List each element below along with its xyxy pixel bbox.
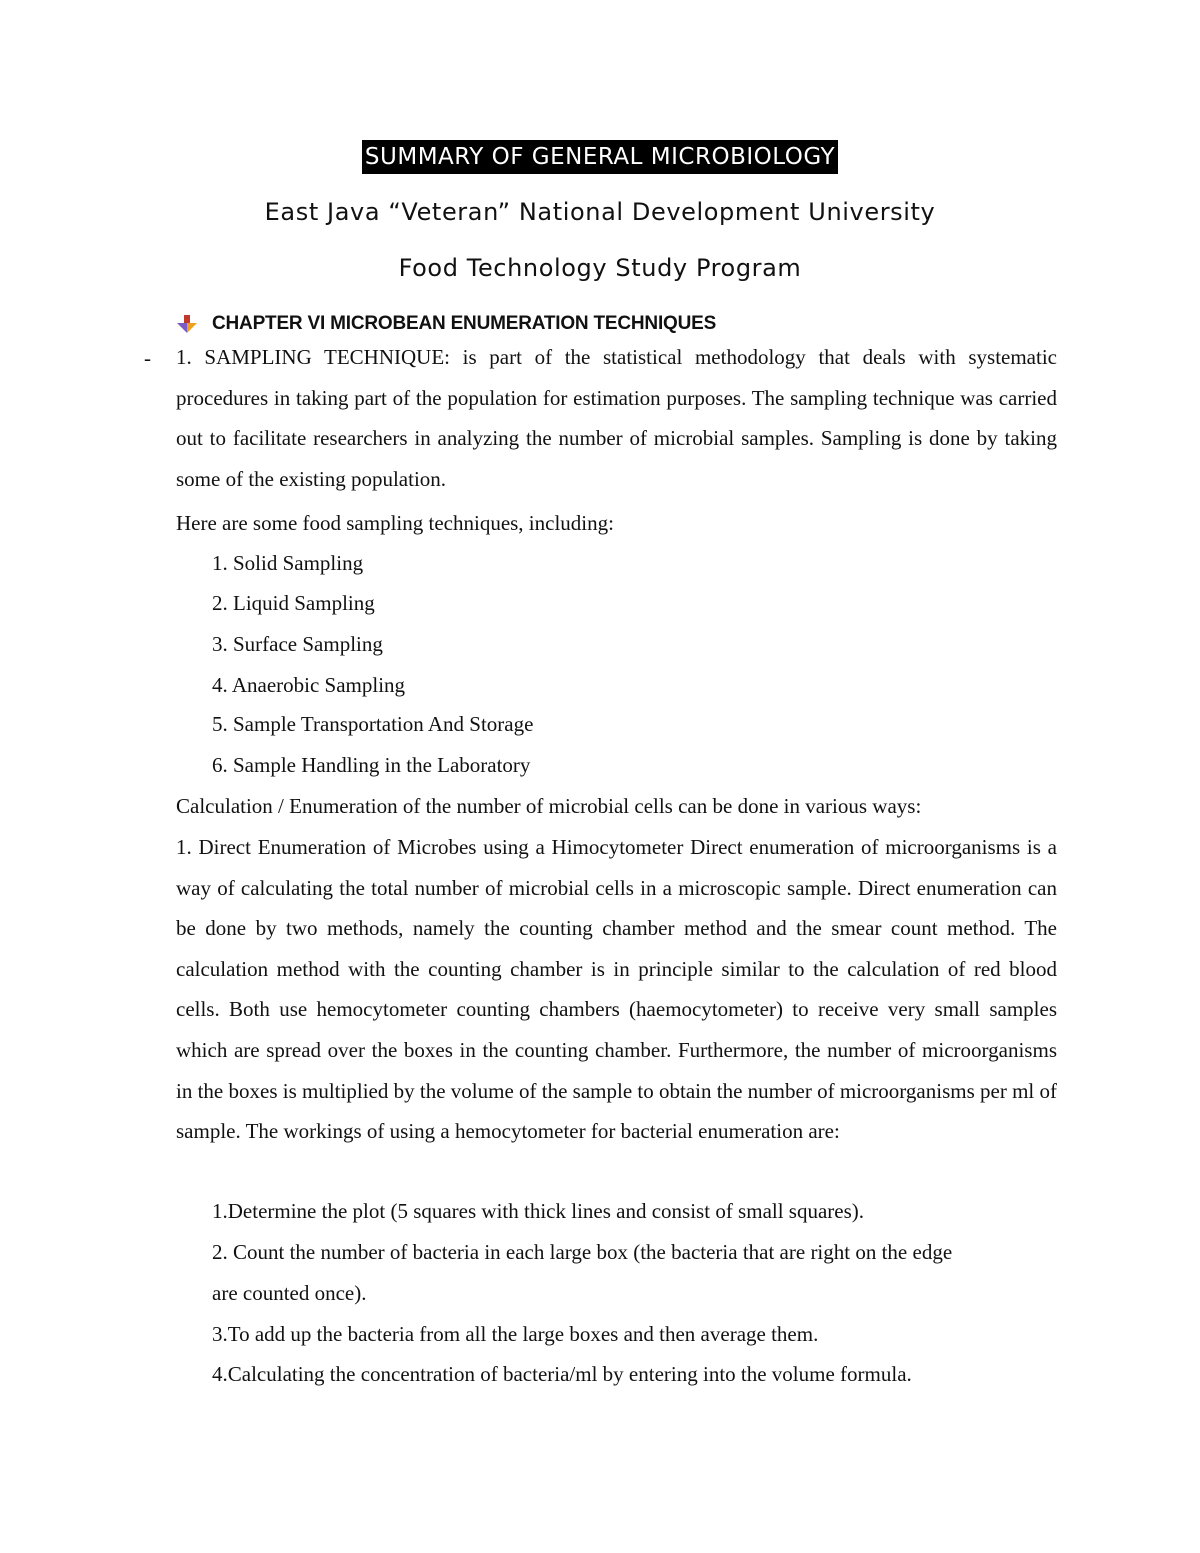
sampling-technique-paragraph: 1. SAMPLING TECHNIQUE: is part of the statistical methodology that deals with systematic procedures in taking part of the population for estimation purposes. The sampling technique was carried out to facilitate researchers in analyzing the number of microbial samples. Sampling is done by taking some of the existing population. (176, 345, 1057, 491)
list-item: 5. Sample Transportation And Storage (212, 712, 534, 736)
list-item: 6. Sample Handling in the Laboratory (212, 753, 531, 777)
document-title: SUMMARY OF GENERAL MICROBIOLOGY (362, 140, 838, 174)
direct-enumeration-paragraph: 1. Direct Enumeration of Microbes using a Himocytometer Direct enumeration of microorganisms is a way of calculating the total number of microbial cells in a microscopic sample. Direct enumeration can be done by two methods, namely the counting chamber method and the smear count method. The calculation method with the counting chamber is in principle similar to the calculation of red blood cells. Both use hemocytometer counting chambers (haemocytometer) to receive very small samples which are spread over the boxes in the counting chamber. Furthermore, the number of microorganisms in the boxes is multiplied by the volume of the sample to obtain the number of microorganisms per ml of sample. The workings of using a hemocytometer for bacterial enumeration are: (176, 835, 1057, 1144)
arrow-down-bullet-icon (176, 314, 198, 334)
sampling-intro: Here are some food sampling techniques, including: (176, 511, 614, 535)
step-item: 1.Determine the plot (5 squares with thick lines and consist of small squares). (212, 1199, 865, 1223)
list-item: 2. Liquid Sampling (212, 591, 375, 615)
step-item: 2. Count the number of bacteria in each large box (the bacteria that are right on the edge (212, 1240, 953, 1264)
list-item: 1. Solid Sampling (212, 551, 364, 575)
list-item: 3. Surface Sampling (212, 632, 383, 656)
step-item: are counted once). (212, 1281, 367, 1305)
university-name: East Java “Veteran” National Development University (264, 198, 936, 226)
title-block (0, 140, 1200, 174)
study-program: Food Technology Study Program (398, 254, 802, 282)
list-dash: - (144, 346, 151, 370)
step-item: 4.Calculating the concentration of bacteria/ml by entering into the volume formula. (212, 1362, 912, 1386)
step-item: 3.To add up the bacteria from all the large boxes and then average them. (212, 1322, 819, 1346)
list-item: 4. Anaerobic Sampling (212, 673, 406, 697)
chapter-heading (176, 313, 716, 335)
enumeration-intro: Calculation / Enumeration of the number of microbial cells can be done in various ways: (176, 794, 922, 818)
chapter-title: CHAPTER VI MICROBEAN ENUMERATION TECHNIQUES (212, 313, 717, 334)
